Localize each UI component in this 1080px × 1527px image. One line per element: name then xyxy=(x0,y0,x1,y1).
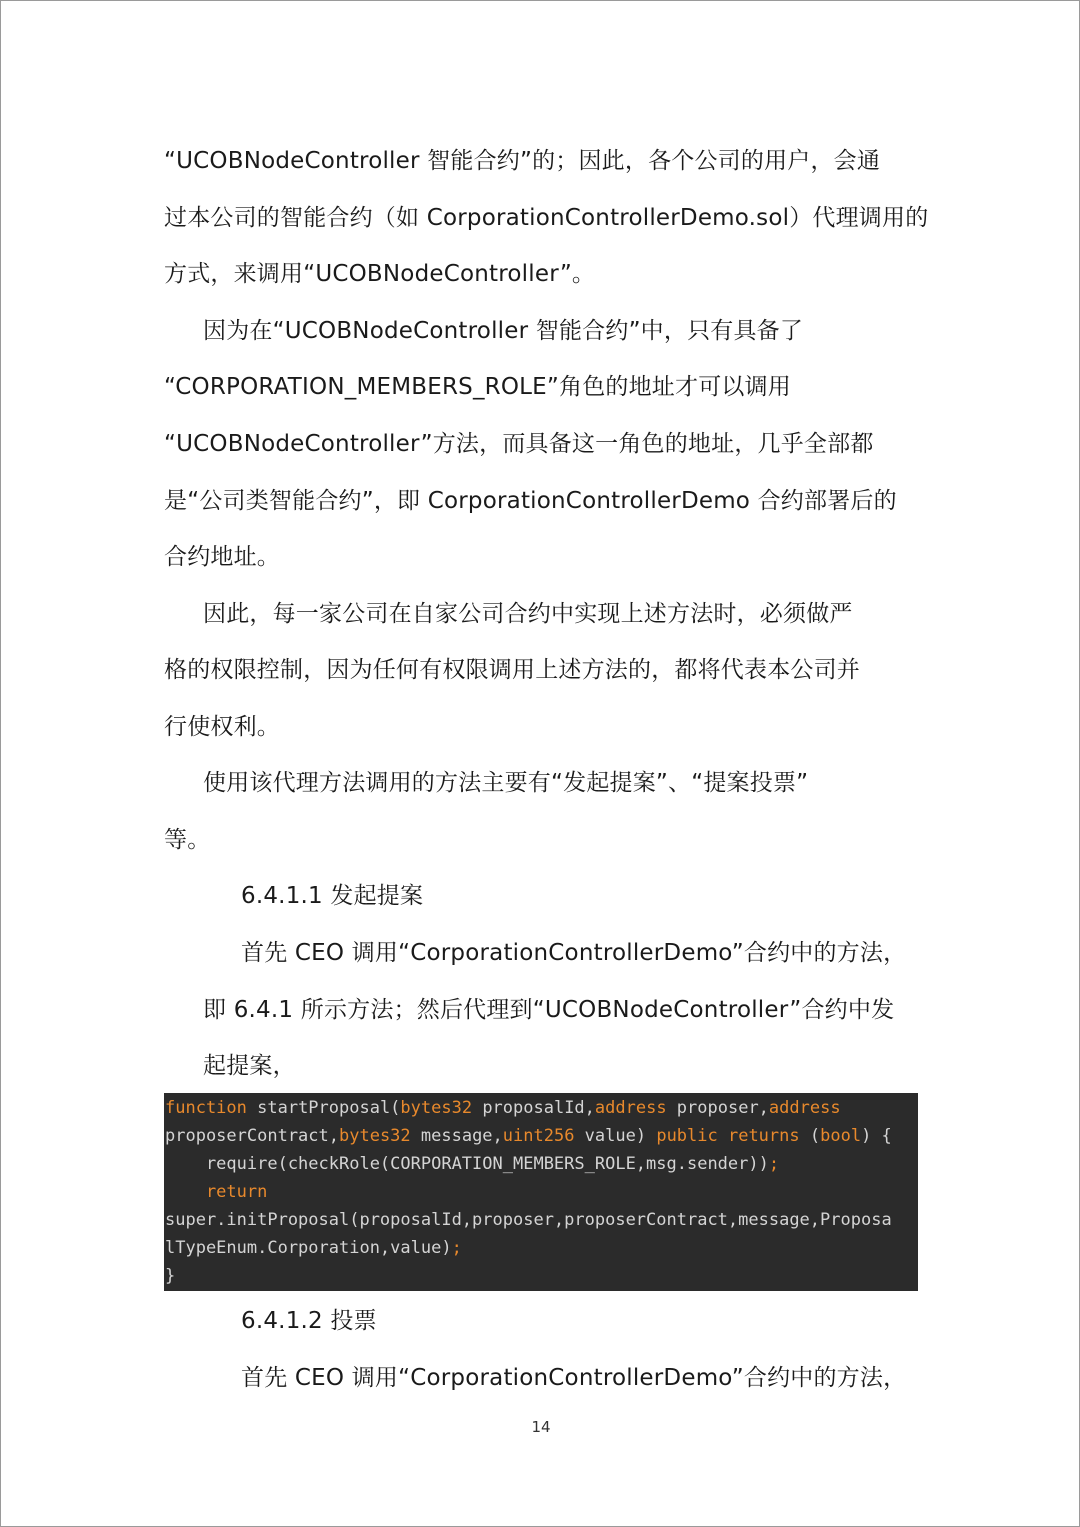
body-line: “UCOBNodeController 智能合约”的；因此，各个公司的用户，会通 xyxy=(164,148,881,174)
code-text: ( xyxy=(799,1126,821,1146)
code-keyword: public returns xyxy=(656,1126,800,1146)
body-line: 方式，来调用“UCOBNodeController”。 xyxy=(164,261,596,287)
code-keyword: ; xyxy=(451,1238,462,1258)
code-keyword: return xyxy=(165,1182,268,1202)
code-text: lTypeEnum.Corporation,value) xyxy=(165,1238,452,1258)
body-line: 起提案， xyxy=(203,1053,296,1079)
body-line: 过本公司的智能合约（如 CorporationControllerDemo.sol）代理调用的 xyxy=(164,205,929,231)
body-line: 格的权限控制，因为任何有权限调用上述方法的，都将代表本公司并 xyxy=(164,657,860,683)
code-line xyxy=(165,1124,892,1148)
code-text: proposerContract, xyxy=(165,1126,339,1146)
body-line: 首先 CEO 调用“CorporationControllerDemo”合约中的方法， xyxy=(241,1365,907,1391)
code-text: startProposal( xyxy=(246,1098,401,1118)
code-text: require(checkRole(CORPORATION_MEMBERS_ROLE,msg.sender)) xyxy=(165,1154,769,1174)
code-line xyxy=(165,1264,175,1288)
body-line: 行使权利。 xyxy=(164,714,280,740)
code-keyword: address xyxy=(594,1098,667,1118)
body-line: “CORPORATION_MEMBERS_ROLE”角色的地址才可以调用 xyxy=(164,374,792,400)
body-line: 即 6.4.1 所示方法；然后代理到“UCOBNodeController”合约中发 xyxy=(203,997,895,1023)
body-line: 等。 xyxy=(164,827,211,853)
page-number: 14 xyxy=(531,1418,551,1436)
code-line xyxy=(165,1180,267,1204)
body-line: 因此，每一家公司在自家公司合约中实现上述方法时，必须做严 xyxy=(203,601,853,627)
code-keyword: bool xyxy=(820,1126,862,1146)
code-line xyxy=(165,1096,841,1120)
code-text: } xyxy=(165,1266,176,1286)
code-keyword: address xyxy=(768,1098,841,1118)
code-text: super.initProposal(proposalId,proposer,proposerContract,message,Proposa xyxy=(165,1210,892,1230)
body-line: 因为在“UCOBNodeController 智能合约”中，只有具备了 xyxy=(203,318,804,344)
code-keyword: bytes32 xyxy=(339,1126,411,1146)
body-line: “UCOBNodeController”方法，而具备这一角色的地址，几乎全部都 xyxy=(164,431,874,457)
code-text: message, xyxy=(410,1126,503,1146)
code-line xyxy=(165,1208,892,1232)
body-line: 是“公司类智能合约”，即 CorporationControllerDemo 合约部署后的 xyxy=(164,488,897,514)
body-line: 合约地址。 xyxy=(164,544,280,570)
body-line: 使用该代理方法调用的方法主要有“发起提案”、“提案投票” xyxy=(203,770,809,796)
code-keyword: function xyxy=(165,1098,247,1118)
code-line xyxy=(165,1236,462,1260)
code-keyword: ; xyxy=(768,1154,780,1174)
code-line xyxy=(165,1152,779,1176)
body-line: 首先 CEO 调用“CorporationControllerDemo”合约中的方法， xyxy=(241,940,907,966)
code-text: ) { xyxy=(861,1126,892,1146)
code-block xyxy=(164,1093,918,1291)
code-text: proposalId, xyxy=(472,1098,595,1118)
code-text: proposer, xyxy=(666,1098,769,1118)
code-text: value) xyxy=(574,1126,657,1146)
section-heading: 6.4.1.2 投票 xyxy=(241,1308,377,1334)
section-heading: 6.4.1.1 发起提案 xyxy=(241,883,424,909)
code-keyword: bytes32 xyxy=(400,1098,473,1118)
code-keyword: uint256 xyxy=(502,1126,575,1146)
